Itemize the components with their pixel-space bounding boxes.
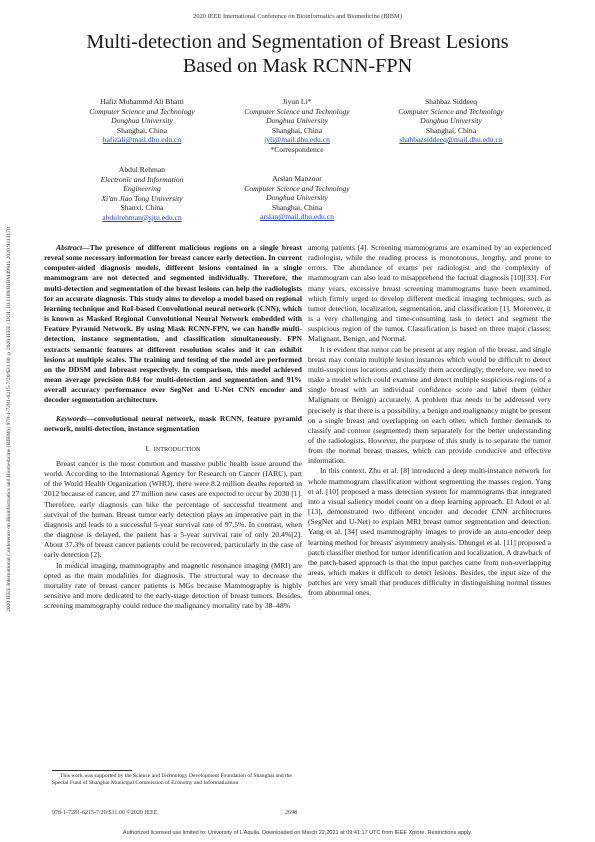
license-notice: Authorized licensed use limited to: University of L'Aquila. Downloaded on March 22,2021 at 09:41:17 UTC from IEEE Xplore. Restrictions apply. (122, 830, 473, 836)
conference-header: 2020 IEEE International Conference on Bioinformatics and Biomedicine (BIBM) (193, 13, 402, 20)
body-paragraph-3: In this context, Zhu et al. [8] introduced a deep multi-instance network for whole mammogram classification without segmenting the masses region. Yang et al. [10] proposed a mass detection system for mammograms that integrated into a visual saliency model count on a deep learning approach. El Adoui et al. [13], demonstrated two different encoder and decoder CNN architectures (SegNet and U-Net) to explain MRI breast tumor segmentation and detection. Yang et al. [34] used mammography images to provide an auto-encoder deep learning method for breasts' asymmetry analysis. Dhungel et al. [11] proposed a patch classifier method for tumor identification and localization. A drawback of the patch-based approach is that the input patches came from non-overlapping areas, which makes it difficult to detect lesions. Besides, the input size of the patches are very small that produces difficulty in distinguishing normal tissues from abnormal ones. (308, 466, 551, 598)
author-dept: Computer Science and Technology (89, 106, 195, 116)
author-name: Jiyun Li* (282, 97, 312, 106)
author-dept: Computer Science and Technology (398, 106, 504, 116)
keywords (44, 414, 302, 434)
keywords-label: Keywords (56, 413, 87, 423)
author-email-link[interactable]: arslan@mail.dhu.edu.cn (260, 212, 334, 221)
section-heading-introduction (44, 444, 302, 455)
author-city: Shanghai, China (425, 125, 477, 135)
page-number: 2698 (285, 810, 297, 816)
title-line-1: Multi-detection and Segmentation of Breast Lesions (86, 31, 509, 53)
footnote-divider (52, 770, 132, 771)
paper-title (20, 30, 575, 78)
author-email-link[interactable]: hafizali@mail.dhu.edu.cn (102, 135, 182, 144)
section-title: INTRODUCTION (153, 445, 201, 453)
left-column (44, 243, 302, 611)
author-email-link[interactable]: jyli@mail.dhu.edu.cn (264, 135, 330, 144)
isbn-line: 978-1-7281-6215-7/20/$31.00 ©2020 IEEE (52, 810, 158, 816)
side-citation-strip: 2020 IEEE International Conference on Bioinformatics and Biomedicine (BIBM) | 978-1-7281-6215-7/20/$31.00 ©2020 IEEE | DOI: 10.1109/BIBM49941.2020.9313170 (6, 227, 12, 613)
author-dept: Computer Science and Technology (244, 106, 350, 116)
author-5 (222, 174, 372, 222)
keywords-text: —convolutional neural network, mask RCNN, feature pyramid network, multi-detection, instance segmentation (44, 413, 302, 433)
author-dept: Computer Science and Technology (244, 183, 350, 193)
author-2 (222, 97, 372, 154)
author-email-link[interactable]: shahbazsiddeeq@mail.dhu.edu.cn (399, 135, 503, 144)
author-city: Shanxi, China (120, 203, 164, 212)
author-email-link[interactable]: abdulrehman@sjtu.edu.cn (102, 212, 182, 222)
author-4 (67, 165, 217, 222)
author-org: Donghua University (266, 116, 328, 125)
section-number: I. (145, 443, 150, 453)
author-name: Abdul Rehman (118, 165, 166, 174)
right-column (308, 243, 551, 598)
correspondence-note: *Correspondence (270, 144, 324, 154)
author-dept: Electronic and Information (100, 174, 184, 184)
abstract (44, 243, 302, 406)
author-city: Shanghai, China (271, 125, 323, 135)
author-name: Arslan Manzoor (272, 174, 322, 183)
author-org: Xi'an Jiao Tong University (101, 193, 183, 203)
author-name: Hafiz Muhammd Ali Bhatti (100, 97, 184, 106)
author-1 (67, 97, 217, 145)
funding-footnote: This work was supported by the Science and Technology Development Foundation of Shanghai and the Special Fund of Shanghai Municipal Commission of Economy and Informatization (52, 773, 292, 787)
author-org: Donghua University (111, 116, 173, 125)
author-city: Shanghai, China (116, 125, 168, 135)
author-org: Donghua University (266, 193, 328, 202)
body-paragraph-2: It is evident that tumor can be present at any region of the breast, and single breast may contain multiple lesion instances which would be difficult to detect multi-suspicious locations and classify them accordingly; therefore, we need to make a model which could examine and detect multiple suspicious regions of a single breast with an individual confidence score and label them (either Malignant or Benign) accurately. A problem that needs to be addressed very precisely is that there is a possibility, a benign and malignancy might be present on a single breast and overlapping on each other, which further demands to classify and contour (segmented) them separately for the better understanding of the radiologists. However, the purpose of this study is to separate the tumor from the normal breast masses, which can provide conducive and effective information. (308, 344, 551, 466)
abstract-label: Abstract (56, 243, 83, 252)
author-3 (376, 97, 526, 145)
author-dept-2: Engineering (123, 184, 161, 193)
body-paragraph-1: among patients [4]. Screening mammograms are examined by an experienced radiologist, while the reading process is monotonous, lengthy, and prone to errors. The abundance of exams per radiologist and the complexity of mammogram can also lead to misapprehend the factual diagnosis [10][33]. For many years, excessive breast screening mammograms have been examined, which firmly urged to develop different medical imaging techniques, such as tumor detection, localization, segmentation, and classification [1]. Moreover, it is a very challenging and time-consuming task to detect and segment the suspicious region of the tumor. Classification is based on three major classes; Malignant, Benign, and Normal. (308, 243, 551, 344)
author-org: Donghua University (420, 116, 482, 125)
author-city: Shanghai, China (271, 202, 323, 212)
author-name: Shahbaz Siddeeq (424, 97, 478, 106)
intro-paragraph-1: Breast cancer is the most common and massive public health issue around the world. According to the International Agency for Research on Cancer (IARC), part of the World Health Organization (WHO), there were 8.2 million deaths reported in 2012 because of cancer, and 27 million new cases are expected to occur by 2030 [1]. Therefore, early diagnosis can hike the percentage of successful treatment and survival of the human. Breast tumor early detection plays an imperative part in the diagnosis and leads to a successful 5-year survival rate of 97.5%. In contrast, when the diagnose is delayed, the patient has a 5-year survival rate of only 20.4%[2]. About 37.3% of breast cancer patients could be recovered, particularly in the case of early detection [2]. (44, 458, 302, 560)
abstract-text: —The presence of different malicious regions on a single breast reveal some necessary information for breast cancer early detection. In current computer-aided diagnosis models, different lesions contained in a single mammogram are not detected and segmented individually. Therefore, the multi-detection and segmentation of the breast lesions can help the radiologists for an accurate diagnosis. This study aims to develop a model based on regional learning technique and RoI-based Convolutional neural network (CNN), which is known as Masked Regional Convolutional Neural Network embedded with Feature Pyramid Network. By using Mask RCNN-FPN, we can handle multi-detection, instance segmentation, and classification simultaneously. FPN extracts semantic features at different resolution scales and it can exhibit lesions at multiple scales. The training and testing of the model are performed on the DDSM and Inbreast respectively. In comparison, this model achieved mean average precision 0.84 for multi-detection and segmentation and 91% overall accuracy performance over SegNet and U-Net CNN encoder and decoder segmentation architecture. (44, 243, 302, 405)
intro-paragraph-2: In medical imaging, mammography and magnetic resonance imaging (MRI) are opted as the main modalities for diagnosis. The structural way to decrease the mortality rate of breast cancer patients is MGs because Mammography is highly sensitive and more dedicated to the early-stage detection of breast tumors. Besides, screening mammography could reduce the malignancy mortality rate by 38–48% (44, 560, 302, 611)
title-line-2: Based on Mask RCNN-FPN (182, 55, 413, 77)
